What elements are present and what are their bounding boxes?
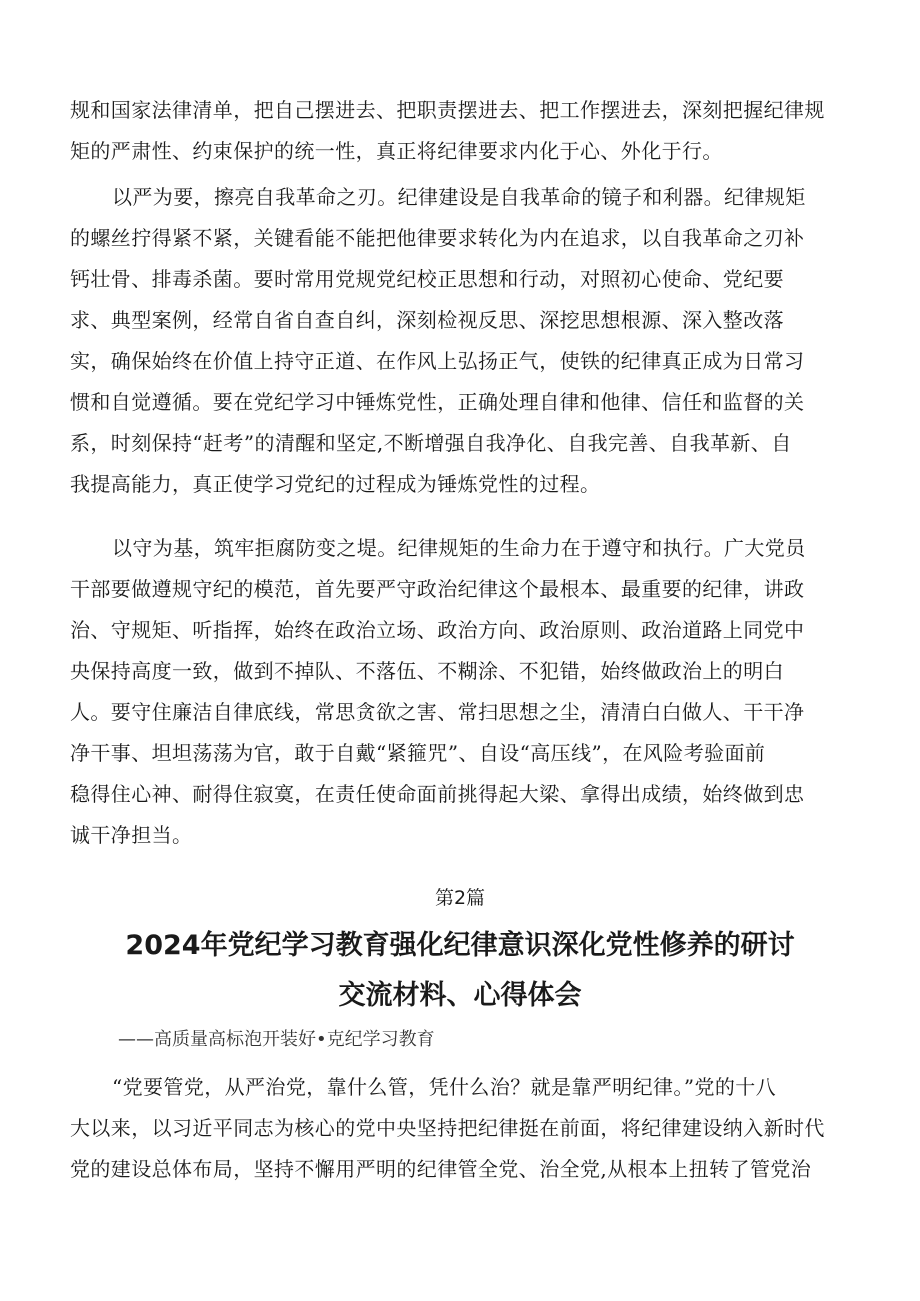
- text-line: 党的建设总体布局，坚持不懈用严明的纪律管全党、治全党,从根本上扭转了管党治: [70, 1157, 812, 1181]
- text-line: 诚干净担当。: [70, 823, 193, 847]
- document-subtitle: ——高质量高标泡开装好•克纪学习教育: [118, 1029, 435, 1050]
- text-line: 我提高能力，真正使学习党纪的过程成为锤炼党性的过程。: [70, 472, 601, 496]
- section-label: 第2篇: [434, 887, 486, 909]
- text-line: 实，确保始终在价值上持守正道、在作风上弘扬正气，使铁的纪律真正成为日常习: [70, 349, 805, 373]
- text-line: 央保持高度一致，做到不掉队、不落伍、不糊涂、不犯错，始终做政治上的明白: [70, 659, 784, 683]
- paragraph-intro: [70, 1067, 870, 1190]
- text-line: 治、守规矩、听指挥，始终在政治立场、政治方向、政治原则、政治道路上同党中: [70, 618, 805, 642]
- document-title-line-1: 2024年党纪学习教育强化纪律意识深化党性修养的研讨: [125, 930, 795, 961]
- document-title-line-2: 交流材料、心得体会: [338, 980, 582, 1011]
- text-line: 的螺丝拧得紧不紧，关键看能不能把他律要求转化为内在追求，以自我革命之刃补: [70, 226, 805, 250]
- text-line: 求、典型案例，经常自省自查自纠，深刻检视反思、深挖思想根源、深入整改落: [70, 308, 784, 332]
- text-line: 以守为基，筑牢拒腐防变之堤。纪律规矩的生命力在于遵守和执行。广大党员: [112, 536, 806, 560]
- text-line: 系，时刻保持“赶考”的清醒和坚定,不断增强自我净化、自我完善、自我革新、自: [70, 431, 792, 455]
- text-line: 净干事、坦坦荡荡为官，敢于自戴“紧箍咒”、自设“高压线”，在风险考验面前: [70, 741, 766, 765]
- text-line: 矩的严肃性、约束保护的统一性，真正将纪律要求内化于心、外化于行。: [70, 139, 723, 163]
- paragraph-continued: [70, 90, 870, 172]
- text-line: 干部要做遵规守纪的模范，首先要严守政治纪律这个最根本、最重要的纪律，讲政: [70, 577, 805, 601]
- text-line: 钙壮骨、排毒杀菌。要时常用党规党纪校正思想和行动，对照初心使命、党纪要: [70, 267, 784, 291]
- text-line: 以严为要，擦亮自我革命之刃。纪律建设是自我革命的镜子和利器。纪律规矩: [112, 185, 806, 209]
- text-line: 大以来，以习近平同志为核心的党中央坚持把纪律挺在前面，将纪律建设纳入新时代: [70, 1116, 825, 1140]
- text-line: 人。要守住廉洁自律底线，常思贪欲之害、常扫思想之尘，清清白白做人、干干净: [70, 700, 805, 724]
- text-line: 规和国家法律清单，把自己摆进去、把职责摆进去、把工作摆进去，深刻把握纪律规: [70, 98, 825, 122]
- text-line: 稳得住心神、耐得住寂寞，在责任使命面前挑得起大梁、拿得出成绩，始终做到忠: [70, 782, 805, 806]
- text-line: 惯和自觉遵循。要在党纪学习中锤炼党性，正确处理自律和他律、信任和监督的关: [70, 390, 805, 414]
- paragraph-strict: [70, 177, 870, 505]
- text-line: “党要管党，从严治党，靠什么管，凭什么治？就是靠严明纪律。”党的十八: [112, 1075, 777, 1099]
- paragraph-guard: [70, 528, 870, 856]
